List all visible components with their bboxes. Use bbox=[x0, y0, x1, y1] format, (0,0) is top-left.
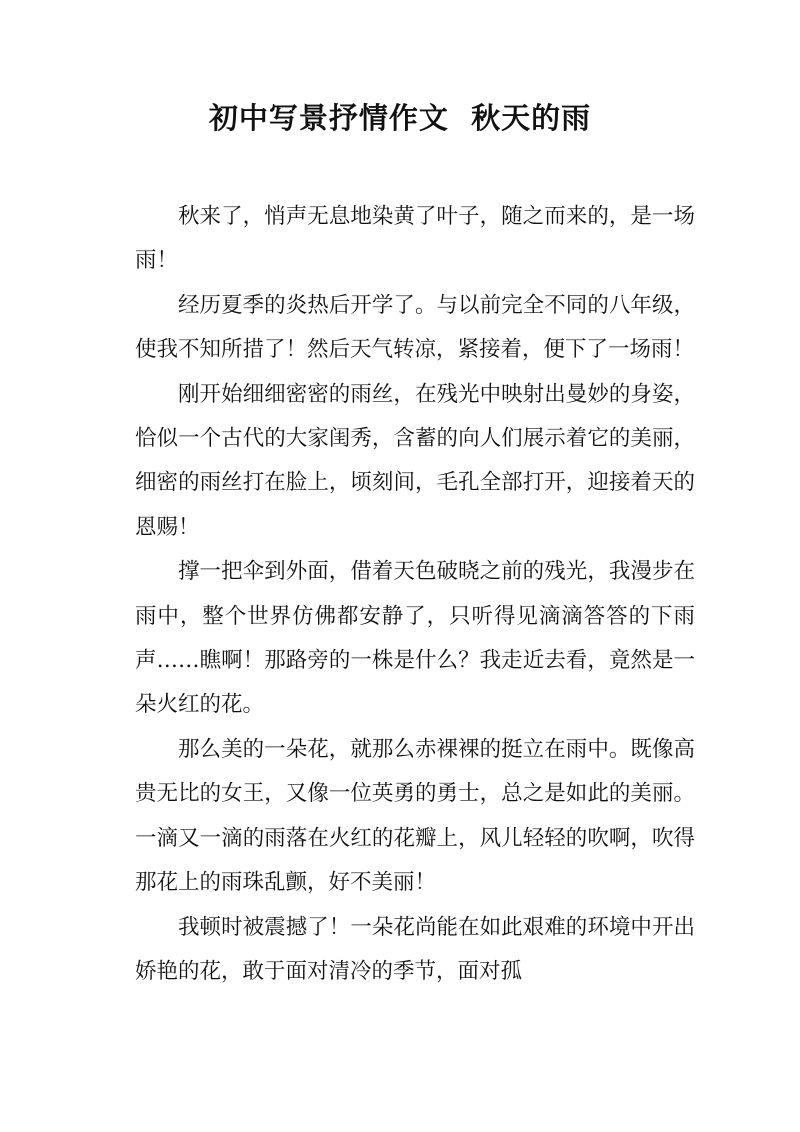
paragraph: 秋来了，悄声无息地染黄了叶子，随之而来的，是一场雨！ bbox=[135, 204, 695, 274]
paragraph: 经历夏季的炎热后开学了。与以前完全不同的八年级，使我不知所措了！然后天气转凉，紧接着，便下了一场雨！ bbox=[135, 292, 695, 363]
paragraph: 那么美的一朵花，就那么赤裸裸的挺立在雨中。既像高贵无比的女王，又像一位英勇的勇士，总之是如此的美丽。一滴又一滴的雨落在火红的花瓣上，风儿轻轻的吹啊，吹得那花上的雨珠乱颤，好不美丽！ bbox=[135, 736, 695, 896]
paragraph: 撑一把伞到外面，借着天色破晓之前的残光，我漫步在雨中，整个世界仿佛都安静了，只听得见滴滴答答的下雨声……瞧啊！那路旁的一株是什么？我走近去看，竟然是一朵火红的花。 bbox=[135, 559, 695, 718]
paragraph: 我顿时被震撼了！一朵花尚能在如此艰难的环境中开出娇艳的花，敢于面对清冷的季节，面对孤 bbox=[135, 914, 695, 984]
document-title: 初中写景抒情作文 秋天的雨 bbox=[208, 101, 592, 135]
paragraph: 刚开始细细密密的雨丝，在残光中映射出曼妙的身姿，恰似一个古代的大家闺秀，含蓄的向人们展示着它的美丽，细密的雨丝打在脸上，顷刻间，毛孔全部打开，迎接着天的恩赐！ bbox=[135, 381, 695, 540]
document-body bbox=[135, 195, 695, 994]
